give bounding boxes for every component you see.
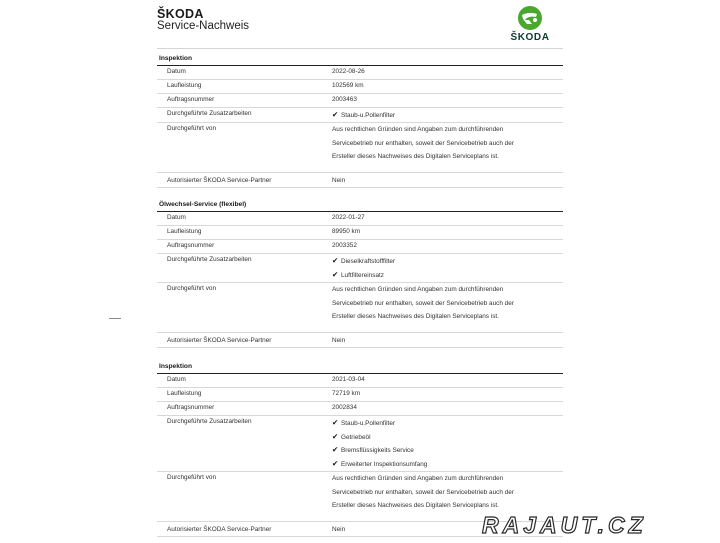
row-value: Aus rechtlichen Gründen sind Angaben zum durchführenden Servicebetrieb nur enthalten, soweit der Servicebetrieb auch der Ersteller dieses Nachweises des Digitalen Serviceplans ist. — [332, 475, 514, 509]
row-value: Nein — [332, 337, 346, 344]
row-value: 2021-03-04 — [332, 376, 365, 383]
table-row — [157, 333, 563, 348]
table-row — [157, 388, 563, 402]
row-label: Durchgeführt von — [167, 125, 217, 132]
watermark — [478, 509, 718, 543]
margin-mark — [109, 318, 121, 319]
row-value: Nein — [332, 177, 346, 184]
row-value: Nein — [332, 526, 346, 533]
row-label: Datum — [167, 376, 186, 383]
list-item: ✔ Staub-u.Pollenfilter — [332, 110, 395, 119]
section-title: Inspektion — [157, 54, 563, 66]
checkmark-icon: ✔ — [332, 269, 339, 279]
service-entry — [157, 54, 563, 188]
table-row — [157, 80, 563, 94]
checkmark-icon: ✔ — [332, 256, 339, 265]
row-label: Durchgeführt von — [167, 285, 217, 292]
page-brand: ŠKODA — [157, 7, 204, 21]
table-row — [157, 123, 563, 173]
service-entry — [157, 200, 563, 348]
row-value — [332, 254, 563, 282]
row-label: Auftragsnummer — [167, 242, 215, 249]
list-item: ✔ Bremsflüssigkeits Service — [332, 445, 414, 454]
row-value: 2022-08-26 — [332, 68, 365, 75]
row-value — [332, 416, 563, 471]
page-title: Service-Nachweis — [157, 20, 250, 32]
checkmark-icon: ✔ — [332, 445, 339, 454]
list-item: ✔ Erweiterter Inspektionsumfang — [332, 458, 428, 468]
table-row — [157, 66, 563, 80]
row-label: Datum — [167, 68, 186, 75]
row-value: 2003463 — [332, 96, 357, 103]
row-label: Durchgeführte Zusatzarbeiten — [167, 256, 252, 263]
table-row — [157, 226, 563, 240]
row-label: Laufleistung — [167, 228, 202, 235]
row-value: 2002834 — [332, 404, 357, 411]
row-label: Autorisierter ŠKODA Service-Partner — [167, 526, 272, 533]
table-row — [157, 416, 563, 472]
checkmark-icon: ✔ — [332, 431, 339, 441]
row-value: 2022-01-27 — [332, 214, 365, 221]
row-value: 89950 km — [332, 228, 361, 235]
table-row — [157, 402, 563, 416]
list-item: ✔ Getriebeöl — [332, 431, 371, 441]
row-value: 2003352 — [332, 242, 357, 249]
skoda-logo — [500, 5, 560, 45]
row-label: Auftragsnummer — [167, 96, 215, 103]
watermark-text: RAJAUT.CZ — [482, 512, 647, 538]
row-value: 72719 km — [332, 390, 361, 397]
table-row — [157, 94, 563, 108]
checkmark-icon: ✔ — [332, 458, 339, 468]
table-row — [157, 212, 563, 226]
table-row — [157, 240, 563, 254]
row-value — [332, 108, 563, 122]
row-label: Autorisierter ŠKODA Service-Partner — [167, 177, 272, 184]
header-divider — [157, 48, 563, 49]
table-row — [157, 254, 563, 283]
section-title: Inspektion — [157, 362, 563, 374]
logo-wordmark: ŠKODA — [510, 32, 550, 43]
row-label: Durchgeführt von — [167, 474, 217, 481]
row-label: Autorisierter ŠKODA Service-Partner — [167, 337, 272, 344]
row-label: Durchgeführte Zusatzarbeiten — [167, 418, 252, 425]
list-item: ✔ Dieselkraftstofffilter — [332, 256, 396, 265]
skoda-emblem-icon — [517, 5, 543, 31]
checkmark-icon: ✔ — [332, 418, 339, 427]
list-item: ✔ Luftfiltereinsatz — [332, 269, 384, 279]
row-label: Durchgeführte Zusatzarbeiten — [167, 110, 252, 117]
table-row — [157, 173, 563, 188]
row-label: Auftragsnummer — [167, 404, 215, 411]
section-title: Ölwechsel-Service (flexibel) — [157, 200, 563, 212]
row-label: Laufleistung — [167, 390, 202, 397]
table-row — [157, 374, 563, 388]
list-item: ✔ Staub-u.Pollenfilter — [332, 418, 395, 427]
row-label: Datum — [167, 214, 186, 221]
table-row — [157, 283, 563, 333]
table-row — [157, 108, 563, 123]
checkmark-icon: ✔ — [332, 110, 339, 119]
row-value: 102569 km — [332, 82, 364, 89]
row-label: Laufleistung — [167, 82, 202, 89]
row-value: Aus rechtlichen Gründen sind Angaben zum durchführenden Servicebetrieb nur enthalten, soweit der Servicebetrieb auch der Ersteller dieses Nachweises des Digitalen Serviceplans ist. — [332, 286, 514, 320]
row-value: Aus rechtlichen Gründen sind Angaben zum durchführenden Servicebetrieb nur enthalten, soweit der Servicebetrieb auch der Ersteller dieses Nachweises des Digitalen Serviceplans ist. — [332, 126, 514, 160]
